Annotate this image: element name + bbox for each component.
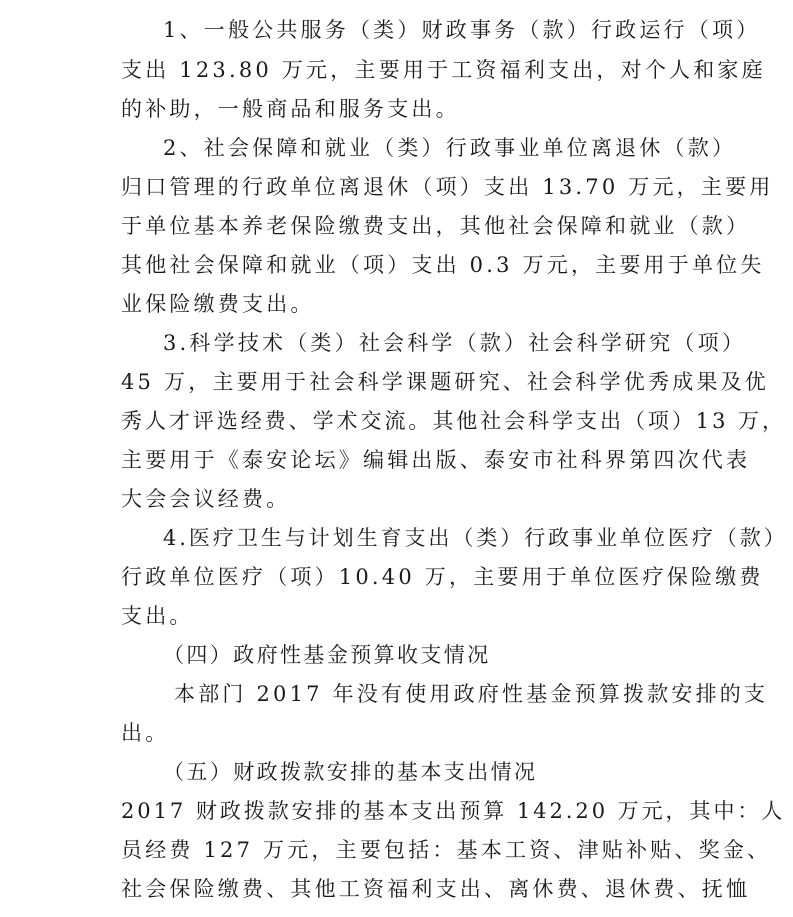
section-5-line-1: 2017 财政拨款安排的基本支出预算 142.20 万元，其中：人 bbox=[121, 799, 786, 823]
section-4-line-1: 本部门 2017 年没有使用政府性基金预算拨款安排的支 bbox=[174, 682, 769, 706]
item-4-line-1: 4.医疗卫生与计划生育支出（类）行政事业单位医疗（款） bbox=[163, 526, 788, 550]
item-3-line-3: 秀人才评选经费、学术交流。其他社会科学支出（项）13 万， bbox=[121, 409, 786, 433]
section-4-heading: （四）政府性基金预算收支情况 bbox=[163, 643, 491, 667]
item-3-line-5: 大会会议经费。 bbox=[121, 487, 291, 511]
item-1-line-2: 支出 123.80 万元，主要用于工资福利支出，对个人和家庭 bbox=[121, 58, 766, 82]
item-2-line-4: 其他社会保障和就业（项）支出 0.3 万元，主要用于单位失 bbox=[121, 253, 765, 277]
item-3-line-4: 主要用于《泰安论坛》编辑出版、泰安市社科界第四次代表 bbox=[121, 448, 751, 472]
item-2-line-5: 业保险缴费支出。 bbox=[121, 292, 315, 316]
item-2-line-2: 归口管理的行政单位离退休（项）支出 13.70 万元，主要用 bbox=[121, 175, 774, 199]
item-1-line-1: 1、一般公共服务（类）财政事务（款）行政运行（项） bbox=[163, 18, 761, 42]
item-4-line-3: 支出。 bbox=[121, 604, 194, 628]
item-4-line-2: 行政单位医疗（项）10.40 万，主要用于单位医疗保险缴费 bbox=[121, 565, 764, 589]
item-3-line-2: 45 万，主要用于社会科学课题研究、社会科学优秀成果及优 bbox=[121, 370, 769, 394]
section-5-line-3: 社会保险缴费、其他工资福利支出、离休费、退休费、抚恤 bbox=[121, 877, 751, 901]
item-1-line-3: 的补助，一般商品和服务支出。 bbox=[121, 97, 460, 121]
item-3-line-1: 3.科学技术（类）社会科学（款）社会科学研究（项） bbox=[163, 331, 747, 355]
section-5-line-2: 员经费 127 万元，主要包括：基本工资、津贴补贴、奖金、 bbox=[121, 838, 772, 862]
section-5-heading: （五）财政拨款安排的基本支出情况 bbox=[163, 760, 538, 784]
item-2-line-3: 于单位基本养老保险缴费支出，其他社会保障和就业（款） bbox=[121, 214, 751, 238]
section-4-line-2: 出。 bbox=[121, 721, 170, 745]
item-2-line-1: 2、社会保障和就业（类）行政事业单位离退休（款） bbox=[163, 136, 737, 160]
